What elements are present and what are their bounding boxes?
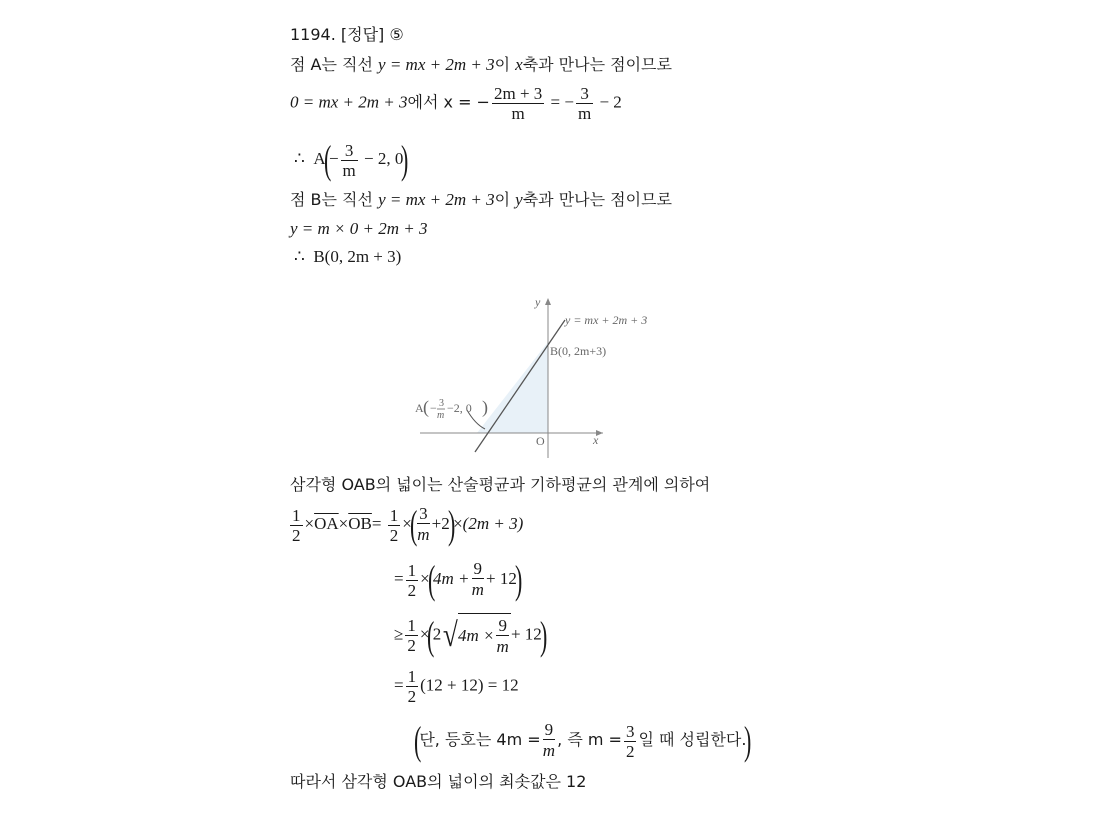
area-intro: 삼각형 OAB의 넓이는 산술평균과 기하평균의 관계에 의하여	[290, 475, 711, 494]
line-equation-label: y = mx + 2m + 3	[565, 313, 648, 327]
point-a-intro: 점 A는 직선 y = mx + 2m + 3이 x축과 만나는 점이므로	[290, 55, 672, 74]
triangle-oab-shade	[477, 342, 548, 433]
point-a-label-tail: −2, 0	[447, 401, 472, 415]
point-a-label-paren-close: )	[482, 397, 488, 417]
point-a-label-a: A	[415, 401, 424, 415]
y-axis-label: y	[535, 295, 541, 309]
point-a-label-den: m	[437, 410, 445, 421]
y-axis-arrow	[545, 298, 551, 305]
point-a-label-num: 3	[439, 398, 444, 409]
x-intercept-equation: 0 = mx + 2m + 3에서 x = − $\frac{2m + 3}{m}$ = − $\frac{3}{m}$ − 2	[290, 84, 622, 123]
point-a-label-paren-open: (	[423, 397, 429, 417]
area-row-2: = $\frac{1}{2}$ ×(4m + $\frac{9}{m} + 12$)	[394, 557, 523, 602]
equality-condition: (단, 등호는 4m = $\frac{9}{m}$ , 즉 m = $\frac{3}{2}$ 일 때 성립한다.)	[413, 718, 752, 763]
point-b-coordinates: ∴ B(0, 2m + 3)	[294, 247, 402, 266]
line-graph	[405, 292, 675, 460]
square-root: √4m × $\frac{9}{m}$	[441, 613, 511, 658]
point-a-label-minus: −	[430, 401, 437, 415]
y-intercept-equation: y = m × 0 + 2m + 3	[290, 219, 428, 238]
area-row-3: ≥ $\frac{1}{2}$ ×(2√4m × $\frac{9}{m} + 12$)	[394, 612, 548, 658]
area-row-4: = $\frac{1}{2}$ (12 + 12) = 12	[394, 667, 519, 706]
point-b-label: B(0, 2m+3)	[550, 344, 607, 358]
point-b-intro: 점 B는 직선 y = mx + 2m + 3이 y축과 만나는 점이므로	[290, 190, 672, 209]
problem-title: 1194. [정답] ⑤	[290, 25, 404, 44]
x-axis-label: x	[593, 433, 599, 447]
point-a-coordinates: ∴ A(− $\frac{3}{m}$ − 2, 0)	[294, 137, 409, 182]
origin-label: O	[536, 434, 545, 448]
area-row-1: $\frac{1}{2}$ $\times\overline{OA}\times\overline{OB}=$ $\frac{1}{2}$ ×( $\frac{3}{m} +2)\times(2m + 3)$	[292, 502, 524, 547]
conclusion: 따라서 삼각형 OAB의 넓이의 최솟값은 12	[290, 772, 587, 791]
